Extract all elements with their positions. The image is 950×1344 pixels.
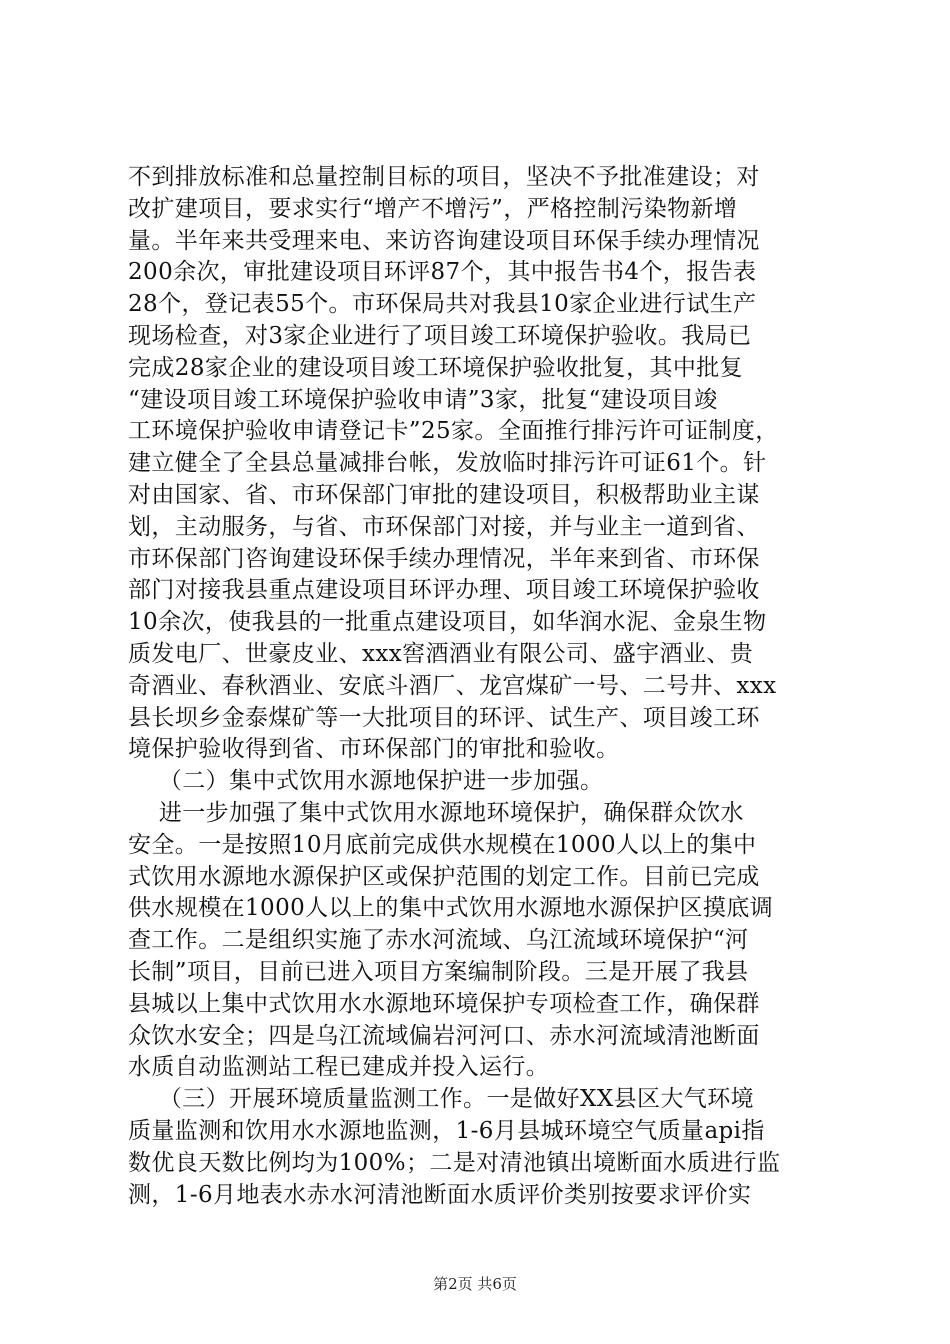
text-line: 式饮用水源地水源保护区或保护范围的划定工作。目前已完成: [128, 863, 760, 890]
text-line: 质发电厂、世豪皮业、xxx窖酒酒业有限公司、盛宇酒业、贵: [128, 640, 754, 667]
text-line: 奇酒业、春秋酒业、安底斗酒厂、龙宫煤矿一号、二号井、xxx: [128, 672, 777, 699]
text-line: 200余次，审批建设项目环评87个，其中报告书4个，报告表: [128, 259, 757, 286]
text-line: 众饮水安全；四是乌江流域偏岩河河口、赤水河流域清池断面: [128, 1022, 760, 1049]
text-line: 划，主动服务，与省、市环保部门对接，并与业主一道到省、: [128, 513, 760, 540]
text-line: 10余次，使我县的一批重点建设项目，如华润水泥、金泉生物: [128, 609, 767, 636]
text-line: 长制”项目，目前已进入项目方案编制阶段。三是开展了我县: [128, 958, 749, 985]
text-line: 测，1-6月地表水赤水河清池断面水质评价类别按要求评价实: [128, 1181, 752, 1208]
text-line: （三）开展环境质量监测工作。一是做好XX县区大气环境: [128, 1086, 754, 1113]
page-footer: 第2页 共6页: [433, 1275, 517, 1293]
text-line: 部门对接我县重点建设项目环评办理、项目竣工环境保护验收: [128, 577, 760, 604]
text-line: 改扩建项目，要求实行“增产不增污”，严格控制污染物新增: [128, 195, 738, 222]
text-line: 境保护验收得到省、市环保部门的审批和验收。: [128, 736, 620, 763]
text-line: 28个，登记表55个。市环保局共对我县10家企业进行试生产: [128, 291, 757, 318]
text-line: 市环保部门咨询建设环保手续办理情况，半年来到省、市环保: [128, 545, 760, 572]
text-line: 现场检查，对3家企业进行了项目竣工环境保护验收。我局已: [128, 322, 752, 349]
text-line: 水质自动监测站工程已建成并投入运行。: [128, 1054, 550, 1081]
text-line: 县长坝乡金泰煤矿等一大批项目的环评、试生产、项目竣工环: [128, 704, 760, 731]
text-line: 数优良天数比例均为100%；二是对清池镇出境断面水质进行监: [128, 1149, 781, 1176]
text-line: 县城以上集中式饮用水水源地环境保护专项检查工作，确保群: [128, 990, 760, 1017]
text-line: 质量监测和饮用水水源地监测，1-6月县城环境空气质量api指: [128, 1117, 765, 1144]
text-line: 进一步加强了集中式饮用水源地环境保护，确保群众饮水: [128, 799, 744, 826]
text-line: 完成28家企业的建设项目竣工环境保护验收批复，其中批复: [128, 354, 744, 381]
text-line: “建设项目竣工环境保护验收申请”3家，批复“建设项目竣: [128, 386, 718, 413]
text-line: 建立健全了全县总量减排台帐，发放临时排污许可证61个。针: [128, 450, 767, 477]
text-line: 安全。一是按照10月底前完成供水规模在1000人以上的集中: [128, 831, 757, 858]
text-line: （二）集中式饮用水源地保护进一步加强。: [128, 768, 604, 795]
text-line: 不到排放标准和总量控制目标的项目，坚决不予批准建设；对: [128, 164, 760, 190]
text-line: 量。半年来共受理来电、来访咨询建设项目环保手续办理情况: [128, 227, 760, 254]
text-line: 查工作。二是组织实施了赤水河流域、乌江流域环境保护“河: [128, 927, 749, 954]
text-line: 对由国家、省、市环保部门审批的建设项目，积极帮助业主谋: [128, 481, 760, 508]
document-body: [128, 162, 838, 1211]
text-line: 供水规模在1000人以上的集中式饮用水源地水源保护区摸底调: [128, 895, 774, 922]
text-line: 工环境保护验收申请登记卡”25家。全面推行排污许可证制度，: [128, 418, 779, 445]
